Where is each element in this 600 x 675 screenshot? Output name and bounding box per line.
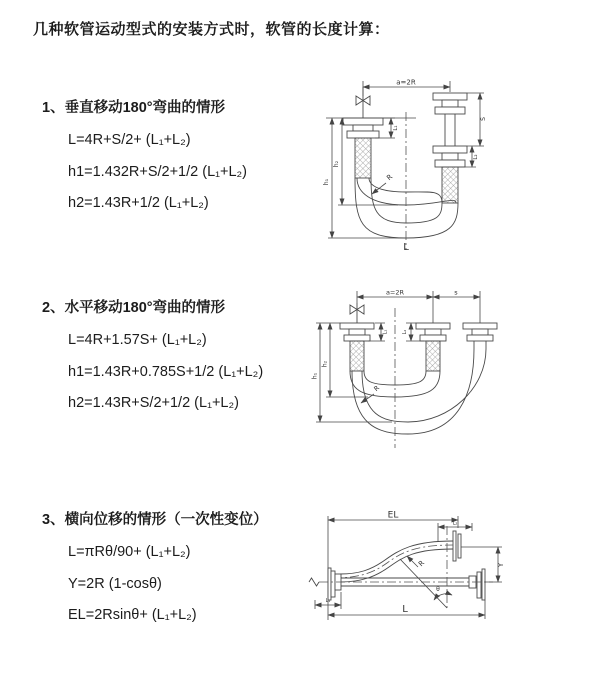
dim-s-label: S: [480, 117, 487, 121]
section-1-formula-h2: h2=1.43R+1/2 (L₁+L₂): [68, 195, 209, 211]
section-2-formula-h1: h1=1.43R+0.785S+1/2 (L₁+L₂): [68, 363, 264, 380]
radius-callout: [407, 556, 426, 568]
middle-fitting: [416, 323, 450, 371]
section-2: [42, 296, 317, 420]
dim-y-label: Y: [497, 562, 505, 568]
section-3-heading: 3、横向位移的情形（一次性变位）: [42, 512, 268, 528]
dim-s-label: s: [454, 288, 458, 297]
dim-l1-label: L₁: [382, 329, 389, 335]
dim-s: [467, 93, 487, 146]
dim-a2r-label: a=2R: [385, 288, 405, 297]
dim-l1-label: L₁: [325, 598, 331, 604]
left-fitting: [343, 118, 383, 178]
dim-l2-label: L₂: [473, 154, 479, 160]
section-1-heading: 1、垂直移动180°弯曲的情形: [42, 100, 226, 116]
section-3-formula-Y: Y=2R (1-cosθ): [68, 575, 162, 592]
left-fitting: [340, 323, 374, 371]
right-fitting: [433, 93, 467, 203]
dim-a2r-label: a=2R: [396, 78, 416, 87]
theta-label: θ: [436, 586, 440, 593]
radius-label: R: [372, 383, 382, 393]
section-3-formula-L: L=πRθ/90+ (L₁+L₂): [68, 544, 191, 560]
dim-l2-label: L₂: [452, 520, 458, 527]
page-title: 几种软管运动型式的安装方式时，软管的长度计算：: [33, 21, 390, 38]
valve-icon: [356, 87, 370, 118]
radius-label: R: [417, 559, 427, 569]
diagram-lateral-displacement: [295, 498, 510, 633]
section-2-formula-h2: h2=1.43R+S/2+1/2 (L₁+L₂): [68, 395, 239, 411]
section-2-formula-L: L=4R+1.57S+ (L₁+L₂): [68, 332, 207, 348]
section-3: [42, 508, 317, 632]
section-1-formula-h1: h1=1.432R+S/2+1/2 (L₁+L₂): [68, 163, 248, 180]
dim-h1-label: h₁: [323, 178, 330, 186]
angle-construction: [400, 526, 452, 610]
dim-h2-label: h₂: [333, 160, 340, 168]
diagram-vertical-180-bend: [312, 72, 527, 264]
hose-curves: [350, 349, 486, 434]
dim-l1-label: L₁: [393, 125, 399, 131]
s-curve-hose: [333, 541, 453, 582]
right-fitting: [463, 323, 497, 349]
dim-el-label: EL: [387, 510, 399, 521]
section-2-heading: 2、水平移动180°弯曲的情形: [42, 300, 226, 316]
radius-label: R: [385, 172, 395, 183]
valve-icon: [350, 303, 364, 323]
dim-h1-label: h₁: [311, 372, 319, 380]
dim-a2r: [357, 289, 480, 324]
straight-hose: [341, 569, 485, 600]
dim-h2-label: h₂: [321, 360, 329, 368]
left-flange: [328, 568, 341, 600]
upper-flange: [453, 531, 461, 561]
section-1: [42, 96, 317, 220]
length-label: L: [402, 604, 408, 615]
section-3-formula-EL: EL=2Rsinθ+ (L₁+L₂): [68, 607, 197, 623]
length-label: L: [403, 242, 409, 253]
dim-l2-label: L₂: [402, 329, 408, 335]
section-1-formula-L: L=4R+S/2+ (L₁+L₂): [68, 132, 191, 148]
diagram-horizontal-180-bend: [308, 286, 526, 462]
